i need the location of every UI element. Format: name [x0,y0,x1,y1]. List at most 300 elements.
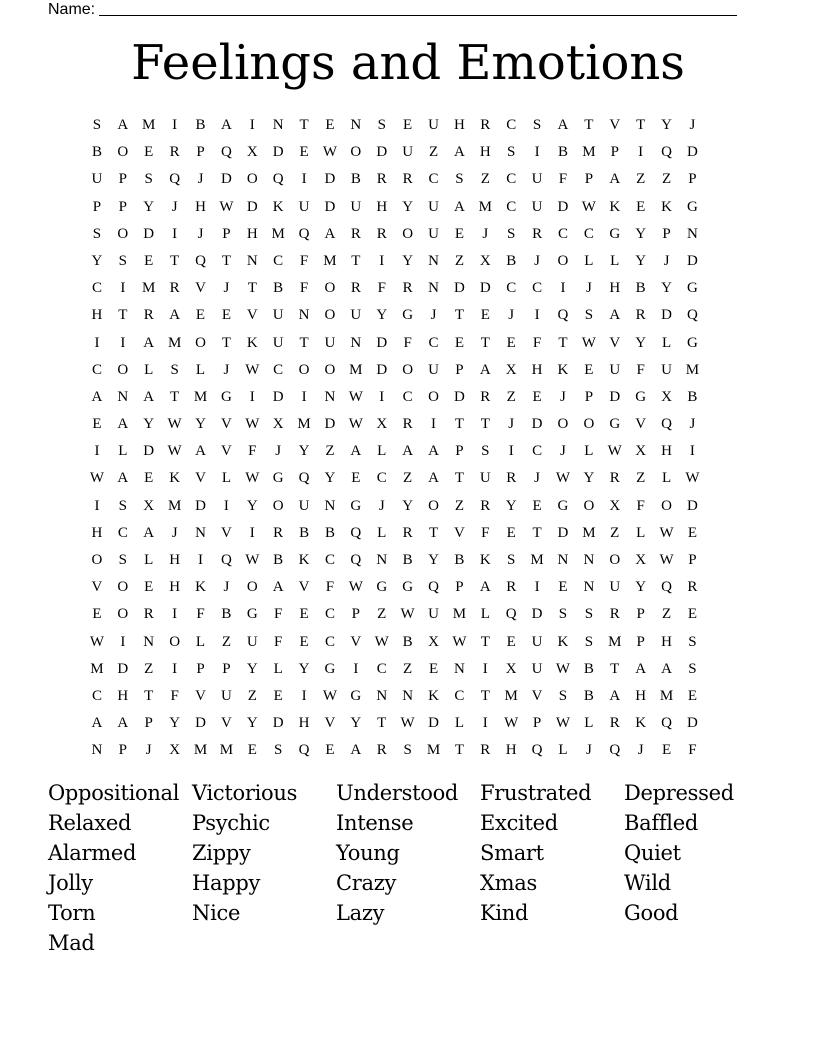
grid-letter: R [609,470,620,487]
grid-letter: J [508,307,515,324]
grid-letter: T [118,307,128,324]
word-bank-item: Psychic [192,811,270,835]
grid-letter: S [558,687,568,704]
grid-letter: L [584,715,594,732]
grid-letter: A [117,470,129,487]
grid-letter: J [378,497,385,514]
grid-letter: U [531,171,543,188]
grid-letter: B [91,144,102,161]
word-bank-item: Kind [480,901,529,925]
grid-letter: P [92,198,102,215]
grid-letter: J [689,117,696,133]
grid-letter: G [402,307,414,324]
grid-letter: F [688,742,697,759]
grid-letter: P [455,443,464,460]
grid-letter: R [402,416,413,433]
grid-letter: T [636,117,646,133]
grid-letter: M [297,416,311,433]
grid-letter: P [222,225,231,242]
grid-letter: O [117,144,129,161]
grid-letter: A [117,416,129,433]
grid-letter: P [636,606,645,623]
grid-letter: H [453,117,465,133]
grid-letter: S [688,660,697,677]
grid-letter: W [685,470,700,487]
grid-letter: D [143,225,155,242]
grid-letter: N [583,552,595,568]
grid-letter: I [301,687,307,704]
grid-letter: W [245,361,260,378]
grid-letter: F [170,687,179,704]
grid-letter: O [609,552,621,568]
grid-letter: Q [661,144,672,161]
grid-row [84,629,705,656]
grid-letter: Y [246,497,258,514]
grid-letter: S [558,606,568,623]
grid-letter: Q [298,225,310,242]
grid-letter: Y [298,660,310,677]
grid-letter: I [353,660,359,677]
grid-letter: L [195,633,206,650]
grid-letter: Y [246,715,258,732]
grid-letter: T [428,524,439,541]
grid-letter: E [584,361,594,378]
grid-letter: S [274,742,283,759]
grid-letter: F [377,280,386,297]
grid-row [84,330,705,357]
grid-letter: D [531,416,543,433]
grid-letter: D [272,388,284,405]
grid-letter: M [608,633,622,650]
grid-letter: U [609,579,621,596]
grid-letter: Q [687,307,698,324]
grid-letter: N [143,633,155,650]
grid-letter: H [169,579,181,596]
grid-letter: L [377,443,387,460]
grid-letter: A [479,361,491,378]
grid-letter: O [428,388,439,405]
grid-letter: K [661,198,672,215]
grid-letter: P [688,552,697,568]
grid-letter: O [324,280,336,297]
grid-letter: E [144,252,154,269]
grid-letter: M [219,742,234,759]
grid-letter: L [144,552,154,568]
grid-letter: C [532,280,543,297]
grid-letter: R [169,280,180,297]
grid-letter: E [221,307,231,324]
grid-letter: T [299,117,309,133]
grid-letter: P [351,606,361,623]
grid-letter: F [248,443,257,460]
grid-row [84,275,705,302]
grid-letter: L [454,715,464,732]
grid-letter: B [583,687,594,704]
grid-letter: A [143,388,155,405]
grid-letter: P [118,171,127,188]
grid-letter: A [143,334,155,351]
grid-letter: Q [220,552,232,568]
grid-letter: D [557,198,569,215]
grid-letter: A [272,579,284,596]
grid-letter: C [273,361,284,378]
grid-letter: E [506,334,516,351]
grid-row [84,248,705,275]
grid-letter: Y [635,334,647,351]
grid-letter: C [91,361,102,378]
grid-letter: C [376,470,387,487]
grid-letter: V [195,280,206,297]
grid-letter: U [272,334,284,351]
grid-letter: R [609,606,620,623]
grid-letter: T [532,524,542,541]
grid-letter: E [687,524,698,541]
grid-letter: M [659,687,674,704]
grid-letter: H [91,307,103,324]
grid-letter: N [428,252,439,269]
grid-letter: F [403,334,412,351]
grid-letter: V [350,633,362,650]
grid-letter: M [582,144,596,161]
grid-letter: P [196,660,205,677]
grid-letter: U [324,334,336,351]
grid-letter: O [91,552,103,568]
grid-letter: V [220,524,232,541]
grid-letter: O [169,633,181,650]
grid-letter: J [689,416,696,433]
grid-letter: J [430,307,437,324]
word-bank-item: Relaxed [48,811,132,835]
grid-letter: W [89,470,105,487]
grid-letter: F [636,497,645,514]
grid-letter: R [143,307,154,324]
word-bank-item: Xmas [480,871,537,895]
grid-letter: N [557,552,569,568]
grid-letter: D [376,144,388,161]
letter-grid [84,112,705,765]
grid-letter: F [532,334,542,351]
grid-letter: T [351,252,361,269]
grid-letter: D [324,416,336,433]
grid-letter: O [117,606,129,623]
grid-letter: W [400,606,415,623]
grid-letter: A [117,715,129,732]
grid-letter: K [609,198,621,215]
grid-letter: H [169,552,181,568]
grid-letter: H [91,524,103,541]
grid-row [84,547,705,574]
grid-letter: X [505,361,517,378]
grid-row [84,112,705,139]
grid-letter: O [324,361,336,378]
grid-letter: M [426,742,441,759]
grid-letter: G [557,497,569,514]
grid-letter: I [508,443,514,460]
grid-letter: B [273,280,284,297]
word-bank-item: Frustrated [480,781,592,805]
grid-letter: J [223,280,230,297]
word-bank-item: Torn [48,901,96,925]
grid-letter: H [609,280,621,297]
grid-letter: F [299,252,309,269]
grid-letter: Q [428,579,439,596]
grid-letter: Z [610,524,620,541]
grid-letter: H [246,225,258,242]
grid-letter: W [348,388,363,405]
grid-letter: I [172,117,178,133]
grid-letter: C [273,252,284,269]
grid-row [84,656,705,683]
grid-letter: Q [298,470,310,487]
word-bank-item: Smart [480,841,544,865]
grid-letter: Y [169,715,181,732]
grid-letter: M [478,198,492,215]
grid-letter: K [272,198,284,215]
grid-letter: B [299,524,310,541]
grid-letter: X [428,633,439,650]
word-bank-item: Crazy [336,871,397,895]
grid-letter: I [120,280,126,297]
grid-letter: D [143,443,155,460]
grid-letter: U [298,497,310,514]
grid-letter: L [558,742,568,759]
grid-letter: Y [402,198,414,215]
grid-letter: E [454,225,464,242]
grid-letter: I [482,660,488,677]
grid-letter: M [323,252,337,269]
grid-letter: W [322,687,338,704]
word-bank-item: Quiet [624,841,681,865]
grid-letter: J [482,225,489,242]
grid-letter: E [558,579,568,596]
grid-letter: W [348,579,363,596]
grid-letter: J [275,443,282,460]
grid-letter: L [661,334,672,351]
grid-letter: Q [350,552,362,568]
grid-letter: I [689,443,695,460]
grid-letter: H [635,687,647,704]
grid-letter: Q [169,171,181,188]
grid-row [84,710,705,737]
grid-letter: W [374,633,389,650]
grid-letter: R [480,117,491,133]
grid-letter: U [350,307,362,324]
grid-letter: Z [403,470,413,487]
grid-letter: E [195,307,206,324]
grid-letter: S [688,633,697,650]
grid-letter: D [687,497,698,514]
grid-letter: M [193,388,208,405]
grid-letter: R [143,606,154,623]
grid-letter: X [169,742,181,759]
grid-letter: G [609,416,621,433]
grid-letter: F [274,606,283,623]
grid-letter: V [195,470,206,487]
grid-letter: Y [246,660,258,677]
grid-letter: Z [144,660,154,677]
grid-letter: I [223,497,229,514]
grid-letter: E [480,307,490,324]
grid-letter: I [249,388,255,405]
grid-letter: T [170,252,180,269]
grid-letter: P [118,742,127,759]
grid-letter: V [220,443,232,460]
grid-letter: E [247,742,257,759]
grid-letter: I [534,307,540,324]
grid-letter: R [480,742,491,759]
grid-letter: P [610,144,619,161]
grid-letter: Z [454,497,464,514]
grid-letter: W [167,416,182,433]
grid-letter: T [454,470,464,487]
grid-letter: Z [428,144,439,161]
grid-letter: M [90,660,104,677]
grid-letter: D [609,388,621,405]
grid-letter: D [453,280,465,297]
grid-letter: X [376,416,388,433]
grid-row [84,601,705,628]
grid-letter: Y [91,252,103,269]
grid-letter: H [505,742,517,759]
grid-letter: U [531,633,543,650]
grid-letter: Z [403,660,413,677]
word-bank-item: Oppositional [48,781,180,805]
grid-letter: G [609,225,621,242]
grid-letter: U [350,198,362,215]
grid-letter: X [143,497,155,514]
grid-letter: G [402,579,414,596]
grid-letter: G [635,388,647,405]
grid-letter: E [92,416,102,433]
grid-letter: B [350,171,361,188]
grid-letter: S [92,225,102,242]
grid-letter: I [301,171,307,188]
grid-letter: M [685,361,700,378]
grid-letter: H [376,198,388,215]
grid-letter: C [428,334,439,351]
grid-letter: L [584,252,594,269]
grid-letter: W [555,715,571,732]
grid-letter: N [687,225,698,242]
grid-letter: I [534,579,540,596]
name-field [48,0,737,18]
grid-letter: Q [298,742,310,759]
grid-letter: Z [636,470,646,487]
word-bank-item: Excited [480,811,558,835]
grid-letter: Y [635,579,647,596]
grid-letter: H [661,633,672,650]
grid-letter: W [581,198,596,215]
grid-letter: N [350,334,362,351]
grid-letter: Q [531,742,543,759]
word-bank-item: Jolly [48,871,93,895]
grid-letter: T [454,416,464,433]
grid-letter: W [167,443,182,460]
grid-letter: A [91,388,103,405]
grid-letter: M [504,687,518,704]
grid-letter: W [659,524,674,541]
grid-letter: I [94,443,100,460]
grid-letter: P [636,633,645,650]
grid-letter: W [89,633,105,650]
grid-letter: B [324,524,335,541]
grid-letter: S [507,144,516,161]
grid-letter: I [94,497,100,514]
grid-letter: D [376,361,388,378]
grid-letter: O [117,579,129,596]
grid-letter: P [662,225,671,242]
grid-letter: U [479,470,491,487]
grid-letter: B [557,144,568,161]
grid-letter: D [117,660,129,677]
grid-letter: Z [325,443,335,460]
grid-letter: A [143,524,155,541]
grid-letter: Y [661,280,672,297]
grid-letter: V [246,307,258,324]
grid-letter: N [324,388,336,405]
grid-letter: I [379,388,385,405]
grid-letter: K [557,361,569,378]
grid-letter: F [558,171,568,188]
grid-letter: C [324,606,335,623]
grid-letter: S [118,497,127,514]
grid-letter: V [220,715,232,732]
grid-letter: R [506,470,517,487]
grid-letter: M [582,524,596,541]
grid-letter: P [584,388,594,405]
word-bank-item: Depressed [624,781,734,805]
grid-letter: O [428,497,439,514]
grid-letter: K [195,579,206,596]
grid-row [84,357,705,384]
grid-letter: C [454,687,465,704]
grid-letter: I [379,252,385,269]
grid-letter: U [272,307,284,324]
grid-row [84,737,705,764]
grid-letter: J [585,280,592,297]
word-bank-item: Understood [336,781,459,805]
grid-letter: X [505,660,517,677]
grid-letter: R [402,171,413,188]
grid-letter: D [428,715,439,732]
grid-letter: B [221,606,232,623]
grid-letter: U [246,633,258,650]
word-bank-item: Good [624,901,679,925]
grid-letter: Z [661,606,672,623]
grid-letter: E [636,198,646,215]
grid-letter: A [609,171,621,188]
grid-letter: G [687,198,698,215]
grid-letter: M [167,497,182,514]
grid-letter: D [220,171,232,188]
grid-letter: I [94,334,100,351]
grid-letter: U [609,361,621,378]
grid-letter: U [402,144,414,161]
grid-row [84,438,705,465]
grid-letter: R [635,307,646,324]
grid-letter: S [118,252,127,269]
grid-letter: V [324,715,336,732]
grid-letter: O [246,579,258,596]
grid-letter: J [663,252,670,269]
grid-letter: L [221,470,231,487]
grid-letter: B [506,252,517,269]
grid-letter: E [299,144,309,161]
grid-letter: I [534,144,540,161]
grid-letter: O [661,497,672,514]
grid-letter: U [428,198,439,215]
grid-letter: Q [220,144,232,161]
